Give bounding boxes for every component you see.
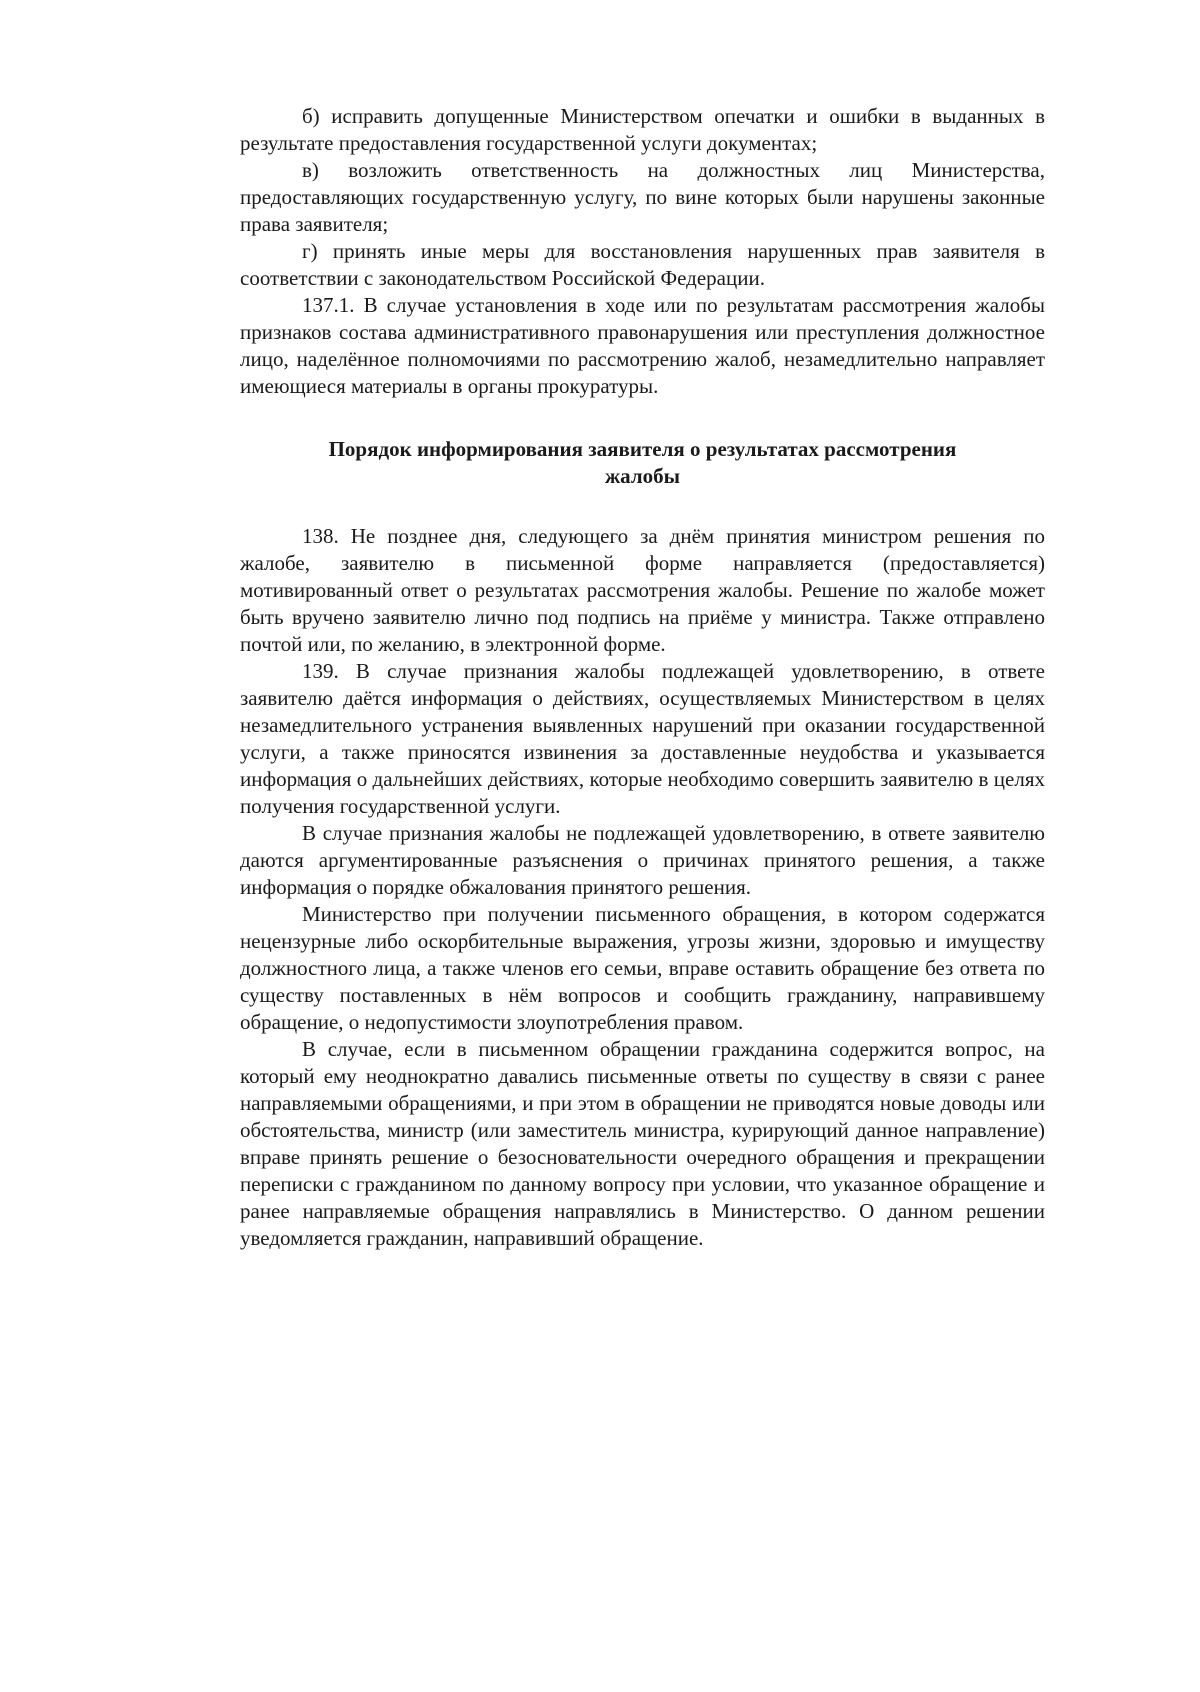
document-body — [240, 103, 1045, 1252]
paragraph-repeated-appeals: В случае, если в письменном обращении гражданина содержится вопрос, на который ему неоднократно давались письменные ответы по существу в связи с ранее направляемыми обращениями, и при этом в обращении не приводятся новые доводы или обстоятельства, министр (или заместитель министра, курирующий данное направление) вправе принять решение о безосновательности очередного обращения и прекращении переписки с гражданином по данному вопросу при условии, что указанное обращение и ранее направляемые обращения направлялись в Министерство. О данном решении уведомляется гражданин, направивший обращение. — [240, 1037, 1045, 1250]
paragraph-v: в) возложить ответственность на должностных лиц Министерства, предоставляющих государственную услугу, по вине которых были нарушены законные права заявителя; — [240, 158, 1045, 236]
section-heading — [240, 436, 1045, 490]
paragraph-g: г) принять иные меры для восстановления нарушенных прав заявителя в соответствии с законодательством Российской Федерации. — [240, 239, 1045, 290]
section-heading-line2: жалобы — [604, 464, 681, 488]
paragraph-not-satisfied: В случае признания жалобы не подлежащей удовлетворению, в ответе заявителю даются аргументированные разъяснения о причинах принятого решения, а также информация о порядке обжалования принятого решения. — [240, 821, 1045, 899]
section-heading-line1: Порядок информирования заявителя о результатах рассмотрения — [328, 437, 957, 461]
paragraph-137-1: 137.1. В случае установления в ходе или по результатам рассмотрения жалобы признаков состава административного правонарушения или преступления должностное лицо, наделённое полномочиями по рассмотрению жалоб, незамедлительно направляет имеющиеся материалы в органы прокуратуры. — [240, 293, 1045, 398]
paragraph-b: б) исправить допущенные Министерством опечатки и ошибки в выданных в результате предоставления государственной услуги документах; — [240, 104, 1045, 155]
paragraph-138: 138. Не позднее дня, следующего за днём принятия министром решения по жалобе, заявителю в письменной форме направляется (предоставляется) мотивированный ответ о результатах рассмотрения жалобы. Решение по жалобе может быть вручено заявителю лично под подпись на приёме у министра. Также отправлено почтой или, по желанию, в электронной форме. — [240, 524, 1045, 656]
paragraph-offensive-appeals: Министерство при получении письменного обращения, в котором содержатся нецензурные либо оскорбительные выражения, угрозы жизни, здоровью и имуществу должностного лица, а также членов его семьи, вправе оставить обращение без ответа по существу поставленных в нём вопросов и сообщить гражданину, направившему обращение, о недопустимости злоупотребления правом. — [240, 902, 1045, 1034]
paragraph-139: 139. В случае признания жалобы подлежащей удовлетворению, в ответе заявителю даётся информация о действиях, осуществляемых Министерством в целях незамедлительного устранения выявленных нарушений при оказании государственной услуги, а также приносятся извинения за доставленные неудобства и указывается информация о дальнейших действиях, которые необходимо совершить заявителю в целях получения государственной услуги. — [240, 659, 1045, 818]
